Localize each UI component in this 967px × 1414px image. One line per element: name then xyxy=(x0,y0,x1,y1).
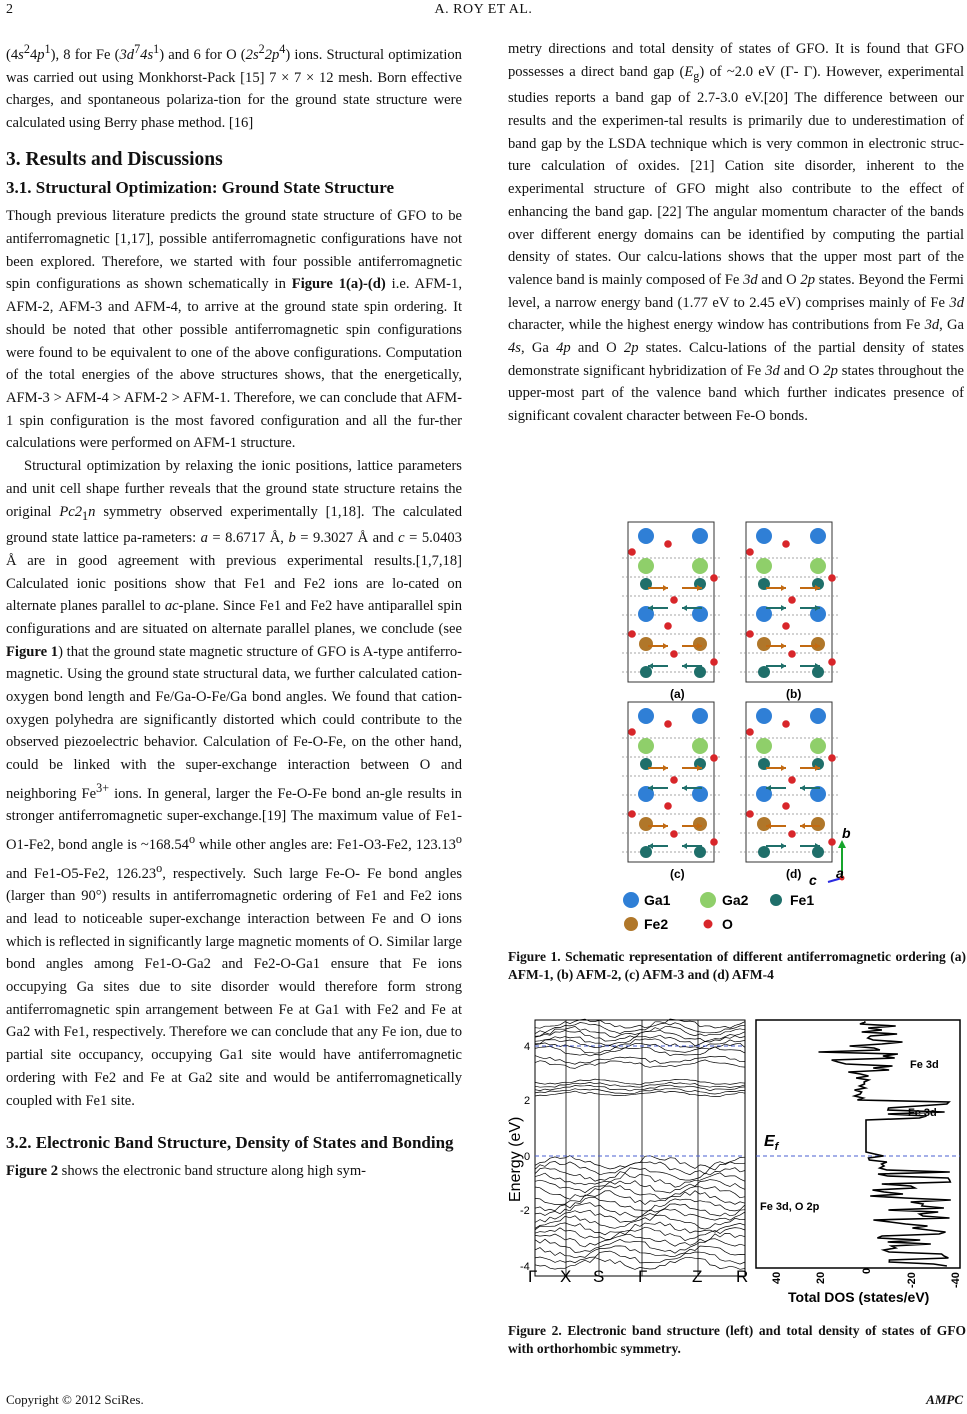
y-axis-label: Energy (eV) xyxy=(507,1116,524,1202)
legend-fe2: Fe2 xyxy=(644,916,669,932)
running-authors: A. ROY ET AL. xyxy=(434,2,533,17)
y-tick: 2 xyxy=(524,1095,531,1107)
annotation: Fe 3d xyxy=(908,1107,937,1119)
copyright: Copyright © 2012 SciRes. xyxy=(6,1392,144,1407)
figure-2-band-structure-dos xyxy=(502,1012,966,1312)
paragraph: $(4s^24p^1)$, 8 for Fe $(3d^74s^1)$ and 6 for O $(2s^22p^4)$ ions. Structural optimization was carried out using Monkhorst-Pack [15] 7 × 7 × 12 mesh. Born effective charges, and spontaneous polariza-tion for the ground state structure were calculated using Berry phase method. [16] xyxy=(6,42,462,131)
panel-label: (b) xyxy=(786,687,802,701)
k-label: Γ xyxy=(528,1267,538,1286)
legend-fe1: Fe1 xyxy=(790,892,815,908)
subsection-heading: 3.2. Electronic Band Structure, Density of States and Bonding xyxy=(6,1133,454,1153)
axis-label-c: c xyxy=(809,872,817,888)
page-number: 2 xyxy=(6,2,13,17)
legend-ga2: Ga2 xyxy=(722,892,749,908)
panel-label: (c) xyxy=(670,867,685,881)
k-label: S xyxy=(593,1267,605,1286)
dos-tick: -40 xyxy=(950,1272,962,1288)
legend-ga1: Ga1 xyxy=(644,892,671,908)
figure-1-caption: Figure 1. Schematic representation of different antiferromagnetic ordering (a) AFM-1, (b) AFM-2, (c) AFM-3 and (d) AFM-4 xyxy=(508,949,966,982)
dos-tick: 20 xyxy=(815,1271,827,1284)
dos-tick: -20 xyxy=(906,1272,918,1288)
figure-1-legend xyxy=(623,892,814,932)
axis-label-b: b xyxy=(842,825,851,841)
axis-label-a: a xyxy=(836,865,844,881)
paragraph: Figure 2 shows the electronic band structure along high sym- xyxy=(6,1163,367,1180)
right-column xyxy=(508,38,964,428)
k-label: Γ xyxy=(638,1267,648,1286)
annotation: Fe 3d, O 2p xyxy=(760,1201,820,1213)
k-label: X xyxy=(560,1267,572,1286)
paragraph: Structural optimization by relaxing the ionic positions, lattice parameters and unit cell shape further reveals that the ground state structure retains the original $Pc2_1n$ symmetry observed experimentally [1,18]. The calculated ground state lattice pa-rameters: a = 8.6717 Å, b = 9.3027 Å and c = 5.0403 Å are in good agreement with previous experimental results.[1,7,18] Calculated ionic positions show that Fe1 and Fe2 ions are lo-cated on alternate planes parallel to ac-plane. Since Fe1 and Fe2 have antiparallel spin configurations and are situated on alternate parallel planes, we conclude (see Figure 1) that the ground state magnetic structure of GFO is A-type antiferro-magnetic. Using the ground state structural data, we further calculated cation-oxygen bond length and Fe/Ga-O-Fe/Ga bond angles. We found that cation-oxygen polyhedra are significantly distorted which could contribute to the observed piezoelectric behavior. Calculation of Fe-O-Fe, on the other hand, could be linked with the super-exchange interaction between O and neighboring $Fe^{3+}$ ions. In general, larger the Fe-O-Fe bond an-gle results in stronger antiferromagnetic super-exchange.[19] The maximum value of Fe1-O1-Fe2, bond angle is ~168.54$^o$ while other angles are: Fe1-O3-Fe2, 123.13$^o$ and Fe1-O5-Fe2, 126.23$^o$, respectively. Such large Fe-O- Fe bond angles (larger than 90°) results in antiferromagnetic ordering of Fe1 and Fe2 ions and lead to noticeable super-exchange interaction between Fe and O ions which is reflected in significantly large magnetic moments of O. Similar large bond angles among Fe1-O-Ga2 and Fe2-O-Ga1 ensure that Fe ions occupying Ga sites due to site disorder would therefore form strong antiferromagnetic spin arrangement between Fe at Ga1 with Fe2 and Fe at Ga2 with Fe1, respectively. Therefore we can conclude that any Fe ion, due to partial site occupancy, occupying Ga1 site would have antiferromagnetic ordering with Fe2 and Fe at Ga2 site and would be antiferromagnetically coupled with Fe1 site. xyxy=(6,458,462,1109)
svg-text:Ef xyxy=(764,1133,780,1153)
panel-label: (a) xyxy=(670,687,685,701)
k-label: Z xyxy=(692,1267,703,1286)
k-label: R xyxy=(736,1267,749,1286)
panel-label: (d) xyxy=(786,867,802,881)
y-tick: -4 xyxy=(520,1261,530,1273)
fermi-sub: f xyxy=(774,1141,779,1153)
paragraph: Though previous literature predicts the ground state structure of GFO to be antiferromagnetic [1,17], possible antiferromagnetic configurations have not been explored. Therefore, we started with four possible antiferromagnetic spin configurations as shown schematically in Figure 1(a)-(d) i.e. AFM-1, AFM-2, AFM-3 and AFM-4, to arrive at the ground state spin ordering. It should be noted that other possible antiferromagnetic spin configurations were found to be equivalent to one of the above configurations. Computation of the total energies of the above structures shows, that the energetically, AFM-3 > AFM-4 > AFM-2 > AFM-1. Therefore, we can conclude that AFM-1 spin configuration is the most favored configuration and all the fur-ther calculations were performed on AFM-1 structure. xyxy=(6,208,462,452)
fermi-label: E xyxy=(764,1133,775,1150)
y-tick: 0 xyxy=(524,1151,531,1163)
figure-1-crystal-structures xyxy=(612,516,862,944)
page-header xyxy=(0,0,967,28)
y-tick: 4 xyxy=(524,1041,531,1053)
paragraph: metry directions and total density of states of GFO. It is found that GFO possesses a direct band gap $(E_g)$ of ~2.0 eV (Γ- Γ). However, experimental studies reports a band gap of 2.7-3.0 eV.[20] The difference between our results and the experimen-tal results is primarily due to underestimation of band gap by the LSDA technique which is very common in electronic struc-ture calculation of oxides. [21] Cation site disorder, inherent to the experimental structure of GFO might also contribute to the effect of enhancing the band gap. [22] The angular momentum character of the bands over different energy domains can be identified by computing the partial density of states. Our calcu-lations shows that the upper most part of the valence band is mainly composed of Fe 3d and O 2p states. Beyond the Fermi level, a narrow energy band (1.77 eV to 2.45 eV) comprises mainly of Fe 3d character, while the highest energy window has contributions from Fe 3d, Ga 4s, Ga 4p and O 2p states. Calcu-lations of the partial density of states demonstrate significant hybridization of Fe 3d and O 2p states throughout the upper-most part of the valence band which further indicates presence of significant covalent character between Fe-O bonds. xyxy=(508,41,964,425)
journal-name: AMPC xyxy=(926,1392,963,1407)
section-heading: 3. Results and Discussions xyxy=(6,148,223,170)
annotation: Fe 3d xyxy=(910,1059,939,1071)
legend-o: O xyxy=(722,916,733,932)
figure-2-caption: Figure 2. Electronic band structure (left) and total density of states of GFO with orthorhombic symmetry. xyxy=(508,1323,966,1356)
left-column xyxy=(6,38,462,1183)
dos-tick: 0 xyxy=(861,1267,873,1274)
dos-tick: 40 xyxy=(771,1271,783,1284)
subsection-heading: 3.1. Structural Optimization: Ground State Structure xyxy=(6,178,394,198)
dos-x-label: Total DOS (states/eV) xyxy=(788,1289,930,1305)
y-tick: -2 xyxy=(520,1205,530,1217)
